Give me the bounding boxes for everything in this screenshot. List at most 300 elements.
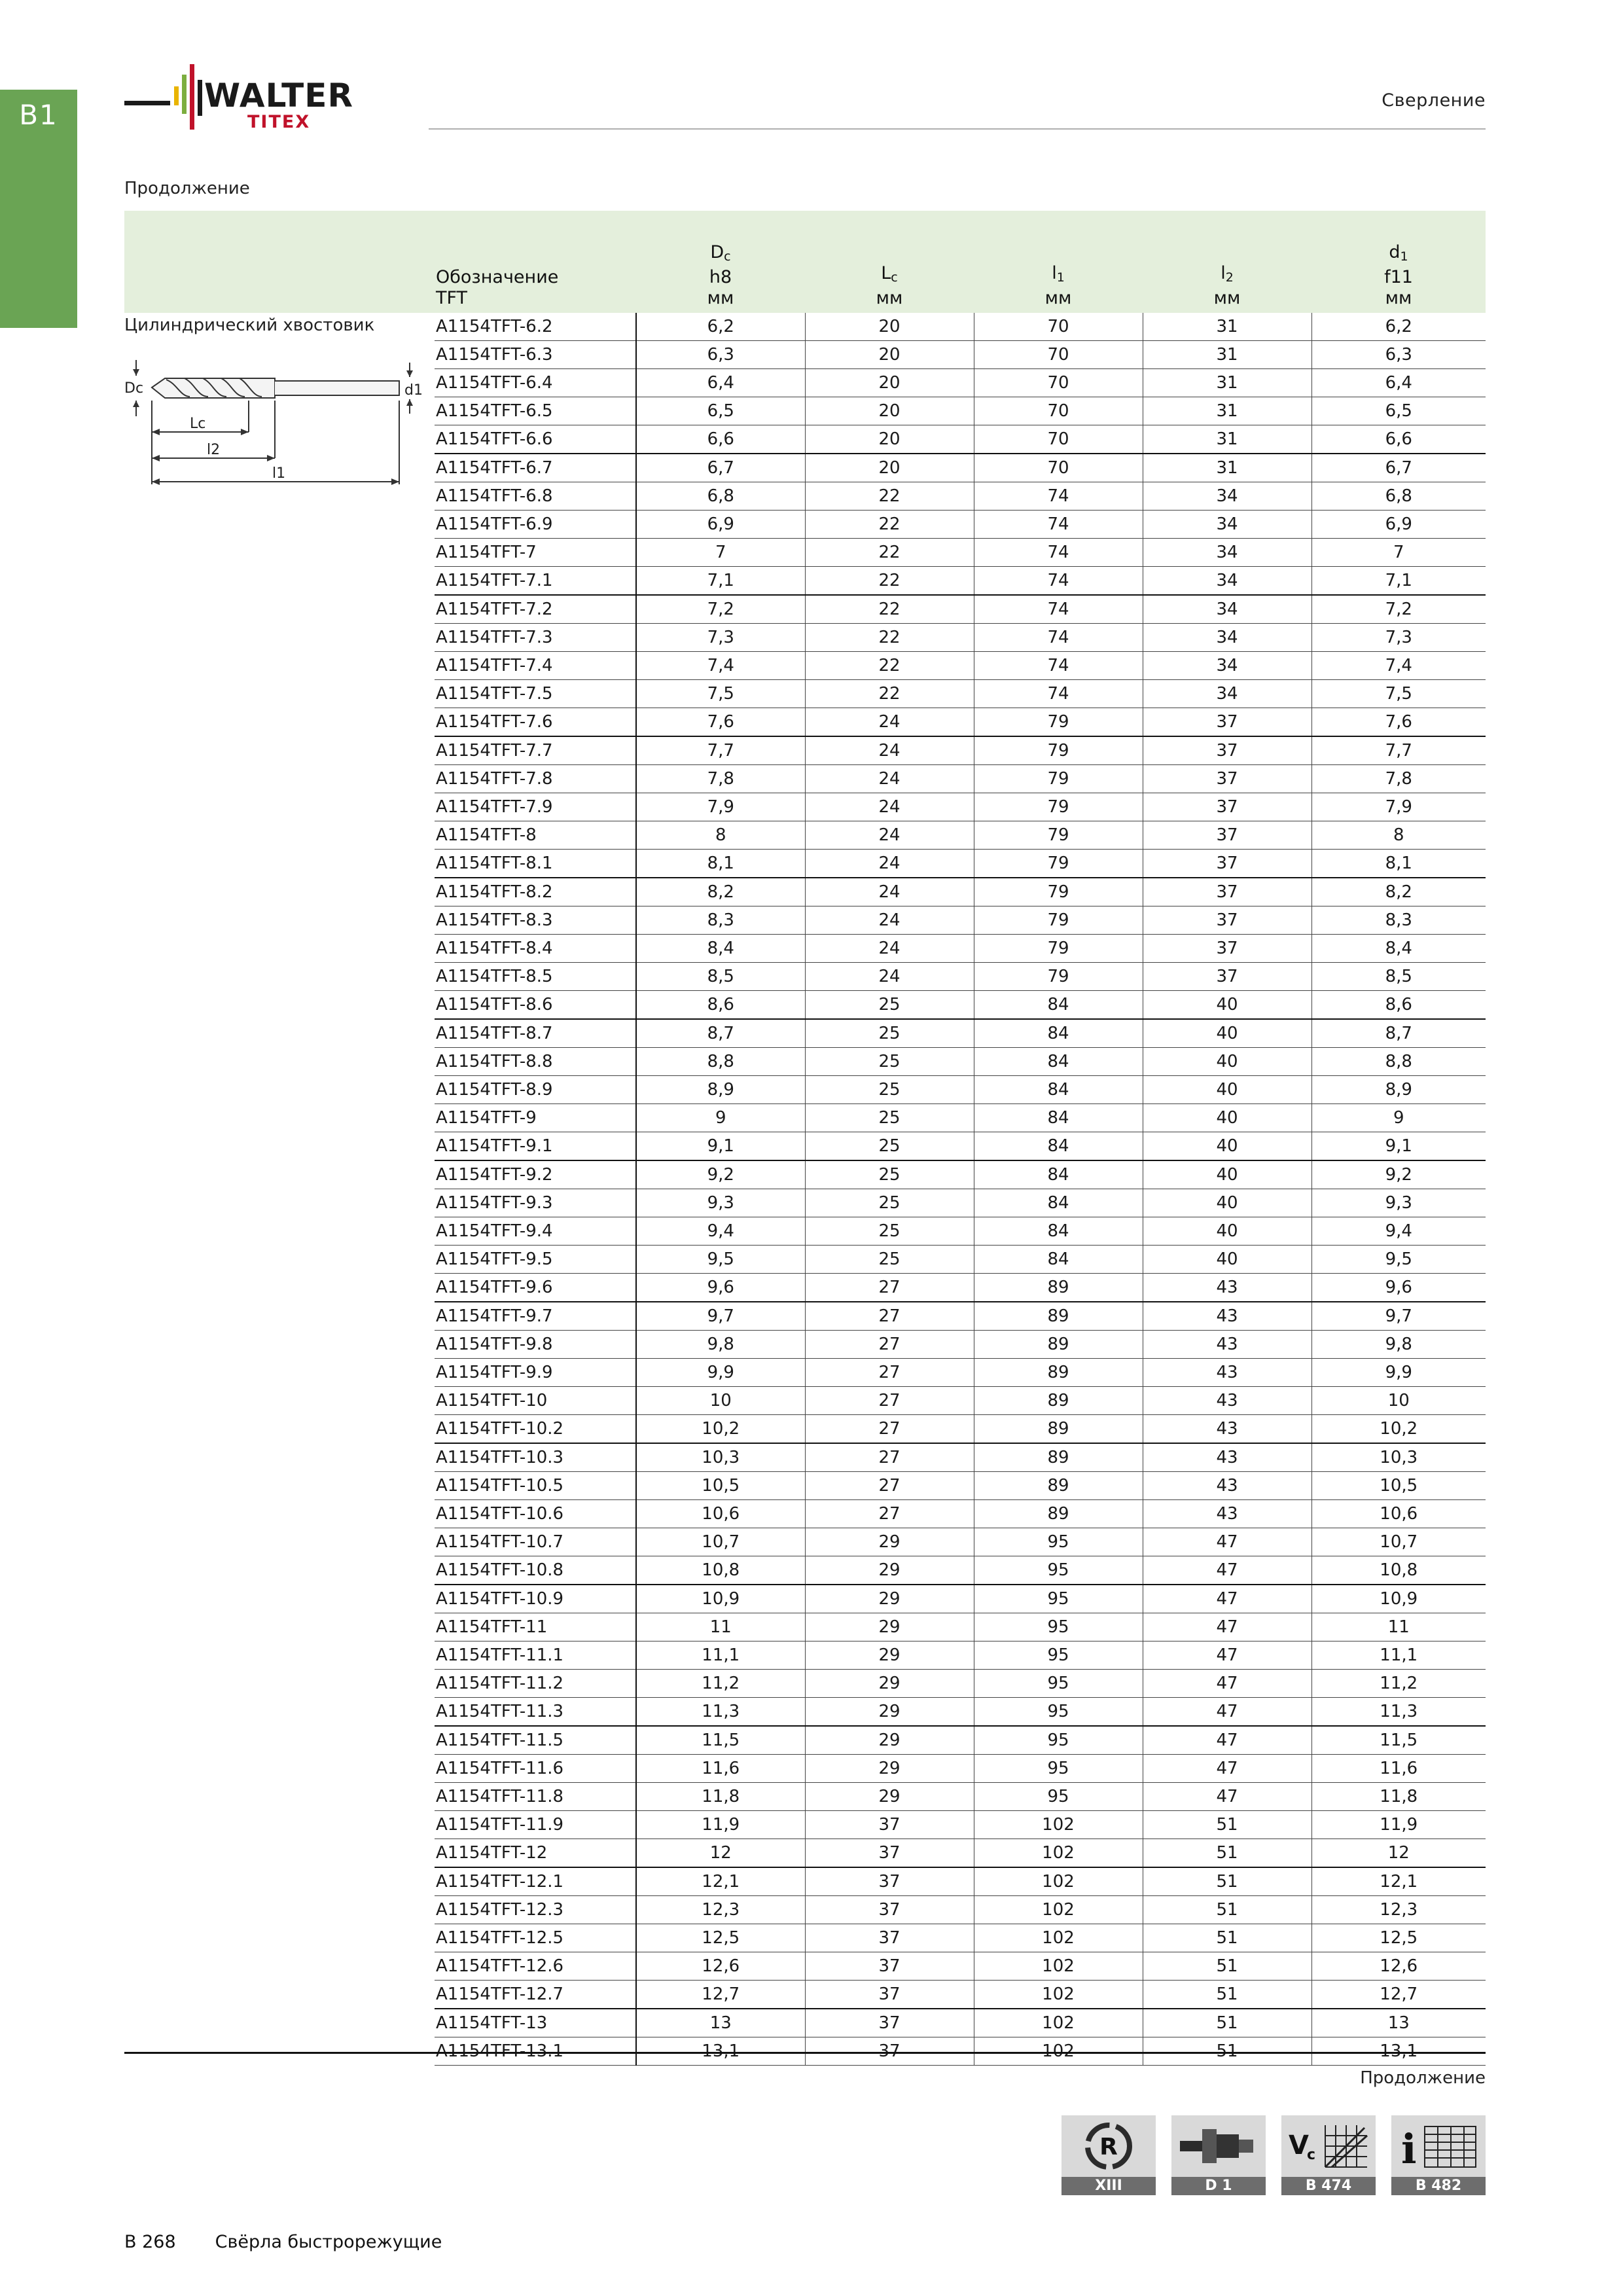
l2-cell: 51 bbox=[1143, 2009, 1311, 2037]
designation-cell: A1154TFT-7.8 bbox=[435, 765, 636, 793]
designation-cell: A1154TFT-8.6 bbox=[435, 991, 636, 1020]
dc-cell: 9,7 bbox=[636, 1302, 805, 1331]
d1-cell: 9,5 bbox=[1311, 1246, 1486, 1274]
lc-cell: 27 bbox=[805, 1387, 974, 1415]
lc-cell: 24 bbox=[805, 765, 974, 793]
table-bottom-rule bbox=[124, 2052, 1486, 2054]
l1-cell: 70 bbox=[974, 341, 1143, 369]
d1-cell: 13 bbox=[1311, 2009, 1486, 2037]
designation-cell: A1154TFT-9.1 bbox=[435, 1132, 636, 1161]
l2-cell: 37 bbox=[1143, 821, 1311, 850]
designation-cell: A1154TFT-7.1 bbox=[435, 567, 636, 596]
l2-cell: 37 bbox=[1143, 963, 1311, 991]
l1-cell: 95 bbox=[974, 1585, 1143, 1613]
lc-cell: 29 bbox=[805, 1556, 974, 1585]
dc-cell: 6,9 bbox=[636, 511, 805, 539]
designation-cell: A1154TFT-8.2 bbox=[435, 878, 636, 906]
dc-cell: 6,3 bbox=[636, 341, 805, 369]
l1-cell: 95 bbox=[974, 1670, 1143, 1698]
d1-cell: 9,1 bbox=[1311, 1132, 1486, 1161]
lc-cell: 20 bbox=[805, 454, 974, 482]
dc-cell: 11,5 bbox=[636, 1726, 805, 1755]
designation-cell: A1154TFT-6.9 bbox=[435, 511, 636, 539]
l2-cell: 37 bbox=[1143, 878, 1311, 906]
l2-cell: 37 bbox=[1143, 850, 1311, 878]
designation-cell: A1154TFT-11.8 bbox=[435, 1783, 636, 1811]
l1-cell: 84 bbox=[974, 1217, 1143, 1246]
designation-cell: A1154TFT-6.7 bbox=[435, 454, 636, 482]
l1-cell: 74 bbox=[974, 567, 1143, 596]
l2-cell: 47 bbox=[1143, 1698, 1311, 1727]
l2-cell: 40 bbox=[1143, 1076, 1311, 1104]
l1-cell: 74 bbox=[974, 624, 1143, 652]
shank-type-label: Цилиндрический хвостовик bbox=[124, 315, 375, 335]
cutting-data-reference[interactable]: V c B 474 bbox=[1281, 2115, 1376, 2195]
lc-cell: 37 bbox=[805, 1924, 974, 1952]
dc-cell: 12,7 bbox=[636, 1981, 805, 2009]
dc-cell: 11,3 bbox=[636, 1698, 805, 1727]
d1-cell: 10,8 bbox=[1311, 1556, 1486, 1585]
header-d1: $d_1$ f11 мм bbox=[1384, 242, 1413, 308]
l2-cell: 43 bbox=[1143, 1302, 1311, 1331]
l2-cell: 40 bbox=[1143, 1104, 1311, 1132]
dc-cell: 10,8 bbox=[636, 1556, 805, 1585]
regrind-icon bbox=[1079, 2118, 1138, 2174]
table-row bbox=[435, 1924, 1486, 1952]
l2-cell: 40 bbox=[1143, 1132, 1311, 1161]
lc-cell: 22 bbox=[805, 652, 974, 680]
lc-cell: 25 bbox=[805, 1246, 974, 1274]
footer-title: Свёрла быстрорежущие bbox=[215, 2232, 442, 2252]
section-tab-label: B1 bbox=[19, 99, 58, 131]
d1-cell: 7,3 bbox=[1311, 624, 1486, 652]
l1-cell: 95 bbox=[974, 1641, 1143, 1670]
designation-cell: A1154TFT-12.3 bbox=[435, 1896, 636, 1924]
table-row bbox=[435, 341, 1486, 369]
lc-cell: 25 bbox=[805, 1217, 974, 1246]
designation-cell: A1154TFT-12.6 bbox=[435, 1952, 636, 1981]
designation-cell: A1154TFT-10.8 bbox=[435, 1556, 636, 1585]
l2-cell: 40 bbox=[1143, 1160, 1311, 1189]
l2-cell: 43 bbox=[1143, 1359, 1311, 1387]
l1-cell: 89 bbox=[974, 1359, 1143, 1387]
lc-cell: 29 bbox=[805, 1528, 974, 1556]
lc-cell: 37 bbox=[805, 1952, 974, 1981]
d1-cell: 7,1 bbox=[1311, 567, 1486, 596]
table-row bbox=[435, 991, 1486, 1020]
l1-cell: 95 bbox=[974, 1755, 1143, 1783]
l1-cell: 79 bbox=[974, 906, 1143, 935]
lc-cell: 37 bbox=[805, 1896, 974, 1924]
dc-cell: 11,2 bbox=[636, 1670, 805, 1698]
d1-cell: 6,6 bbox=[1311, 425, 1486, 454]
designation-cell: A1154TFT-7.6 bbox=[435, 708, 636, 737]
table-row bbox=[435, 1019, 1486, 1048]
designation-cell: A1154TFT-7.5 bbox=[435, 680, 636, 708]
designation-cell: A1154TFT-7.4 bbox=[435, 652, 636, 680]
d1-cell: 9 bbox=[1311, 1104, 1486, 1132]
d1-cell: 11,3 bbox=[1311, 1698, 1486, 1727]
d1-cell: 9,8 bbox=[1311, 1331, 1486, 1359]
dc-cell: 6,8 bbox=[636, 482, 805, 511]
svg-text:i: i bbox=[1401, 2125, 1417, 2173]
l1-cell: 84 bbox=[974, 1048, 1143, 1076]
table-row bbox=[435, 765, 1486, 793]
svg-text:l2: l2 bbox=[207, 442, 221, 458]
d1-cell: 7,6 bbox=[1311, 708, 1486, 737]
d1-cell: 10,5 bbox=[1311, 1472, 1486, 1500]
svg-text:R: R bbox=[1099, 2134, 1118, 2161]
svg-text:Dc: Dc bbox=[124, 380, 144, 397]
designation-cell: A1154TFT-13 bbox=[435, 2009, 636, 2037]
designation-cell: A1154TFT-11.3 bbox=[435, 1698, 636, 1727]
lc-cell: 24 bbox=[805, 935, 974, 963]
dc-cell: 7,2 bbox=[636, 595, 805, 624]
lc-cell: 27 bbox=[805, 1500, 974, 1528]
dc-cell: 8,3 bbox=[636, 906, 805, 935]
l2-cell: 51 bbox=[1143, 1811, 1311, 1839]
l2-cell: 47 bbox=[1143, 1528, 1311, 1556]
lc-cell: 20 bbox=[805, 313, 974, 341]
l1-cell: 95 bbox=[974, 1726, 1143, 1755]
table-row bbox=[435, 425, 1486, 454]
table-row bbox=[435, 482, 1486, 511]
l2-cell: 43 bbox=[1143, 1415, 1311, 1444]
designation-cell: A1154TFT-12.1 bbox=[435, 1867, 636, 1896]
l1-cell: 95 bbox=[974, 1528, 1143, 1556]
l2-cell: 51 bbox=[1143, 1867, 1311, 1896]
table-row bbox=[435, 2009, 1486, 2037]
l2-cell: 31 bbox=[1143, 425, 1311, 454]
regrind-reference[interactable]: R XIII bbox=[1061, 2115, 1156, 2195]
dc-cell: 8,1 bbox=[636, 850, 805, 878]
designation-cell: A1154TFT-12.7 bbox=[435, 1981, 636, 2009]
designation-cell: A1154TFT-8 bbox=[435, 821, 636, 850]
l2-cell: 34 bbox=[1143, 595, 1311, 624]
designation-cell: A1154TFT-11.2 bbox=[435, 1670, 636, 1698]
table-row bbox=[435, 1755, 1486, 1783]
table-row bbox=[435, 1641, 1486, 1670]
l1-cell: 84 bbox=[974, 1132, 1143, 1161]
designation-cell: A1154TFT-9.7 bbox=[435, 1302, 636, 1331]
dc-cell: 7 bbox=[636, 539, 805, 567]
product-table bbox=[435, 313, 1486, 2066]
dc-cell: 6,5 bbox=[636, 397, 805, 425]
lc-cell: 37 bbox=[805, 1839, 974, 1868]
designation-cell: A1154TFT-9.6 bbox=[435, 1274, 636, 1302]
dc-cell: 7,7 bbox=[636, 736, 805, 765]
continued-label-top: Продолжение bbox=[124, 179, 250, 198]
l2-cell: 47 bbox=[1143, 1726, 1311, 1755]
table-row bbox=[435, 935, 1486, 963]
l2-cell: 47 bbox=[1143, 1641, 1311, 1670]
lc-cell: 29 bbox=[805, 1641, 974, 1670]
header-designation: Обозначение TFT bbox=[436, 267, 559, 308]
l2-cell: 34 bbox=[1143, 624, 1311, 652]
dc-cell: 11,1 bbox=[636, 1641, 805, 1670]
l2-cell: 51 bbox=[1143, 1952, 1311, 1981]
l1-cell: 70 bbox=[974, 425, 1143, 454]
d1-cell: 9,3 bbox=[1311, 1189, 1486, 1217]
l2-cell: 43 bbox=[1143, 1500, 1311, 1528]
l2-cell: 51 bbox=[1143, 1981, 1311, 2009]
l1-cell: 79 bbox=[974, 793, 1143, 821]
lc-cell: 25 bbox=[805, 1076, 974, 1104]
l1-cell: 74 bbox=[974, 539, 1143, 567]
designation-cell: A1154TFT-9.3 bbox=[435, 1189, 636, 1217]
designation-cell: A1154TFT-12 bbox=[435, 1839, 636, 1868]
table-row bbox=[435, 1698, 1486, 1727]
lc-cell: 25 bbox=[805, 1160, 974, 1189]
continued-label-bottom: Продолжение bbox=[1360, 2068, 1486, 2088]
l2-cell: 47 bbox=[1143, 1556, 1311, 1585]
l1-cell: 79 bbox=[974, 708, 1143, 737]
table-row bbox=[435, 1217, 1486, 1246]
table-row bbox=[435, 1302, 1486, 1331]
d1-cell: 6,5 bbox=[1311, 397, 1486, 425]
l1-cell: 84 bbox=[974, 991, 1143, 1020]
designation-cell: A1154TFT-8.5 bbox=[435, 963, 636, 991]
designation-cell: A1154TFT-7.3 bbox=[435, 624, 636, 652]
designation-cell: A1154TFT-6.3 bbox=[435, 341, 636, 369]
d1-cell: 8,6 bbox=[1311, 991, 1486, 1020]
lc-cell: 37 bbox=[805, 2037, 974, 2066]
lc-cell: 25 bbox=[805, 1189, 974, 1217]
dc-cell: 8,9 bbox=[636, 1076, 805, 1104]
l1-cell: 89 bbox=[974, 1415, 1143, 1444]
table-row bbox=[435, 1246, 1486, 1274]
d1-cell: 12,5 bbox=[1311, 1924, 1486, 1952]
d1-cell: 10,6 bbox=[1311, 1500, 1486, 1528]
d1-cell: 8 bbox=[1311, 821, 1486, 850]
l1-cell: 95 bbox=[974, 1613, 1143, 1641]
l2-cell: 47 bbox=[1143, 1755, 1311, 1783]
lc-cell: 20 bbox=[805, 397, 974, 425]
table-row bbox=[435, 1472, 1486, 1500]
lc-cell: 22 bbox=[805, 595, 974, 624]
d1-cell: 8,9 bbox=[1311, 1076, 1486, 1104]
designation-cell: A1154TFT-7.9 bbox=[435, 793, 636, 821]
lc-cell: 22 bbox=[805, 482, 974, 511]
d1-cell: 9,2 bbox=[1311, 1160, 1486, 1189]
designation-cell: A1154TFT-7.7 bbox=[435, 736, 636, 765]
table-row bbox=[435, 1415, 1486, 1444]
dc-cell: 10,3 bbox=[636, 1443, 805, 1472]
lc-cell: 24 bbox=[805, 821, 974, 850]
d1-cell: 9,7 bbox=[1311, 1302, 1486, 1331]
designation-cell: A1154TFT-13.1 bbox=[435, 2037, 636, 2066]
info-table-reference[interactable]: i B 482 bbox=[1391, 2115, 1486, 2195]
table-row bbox=[435, 1811, 1486, 1839]
l1-cell: 70 bbox=[974, 313, 1143, 341]
lc-cell: 20 bbox=[805, 341, 974, 369]
svg-text:l1: l1 bbox=[272, 465, 286, 482]
header-lc: $L_c$ мм bbox=[876, 263, 903, 308]
info-table-icon bbox=[1396, 2120, 1481, 2172]
d1-cell: 9,4 bbox=[1311, 1217, 1486, 1246]
table-row bbox=[435, 821, 1486, 850]
l1-cell: 79 bbox=[974, 963, 1143, 991]
d1-cell: 6,3 bbox=[1311, 341, 1486, 369]
dc-cell: 11,8 bbox=[636, 1783, 805, 1811]
designation-cell: A1154TFT-9.4 bbox=[435, 1217, 636, 1246]
table-row bbox=[435, 1726, 1486, 1755]
table-row bbox=[435, 1189, 1486, 1217]
designation-cell: A1154TFT-6.2 bbox=[435, 313, 636, 341]
dc-cell: 11 bbox=[636, 1613, 805, 1641]
table-row bbox=[435, 1981, 1486, 2009]
dc-cell: 10,9 bbox=[636, 1585, 805, 1613]
page-footer bbox=[124, 2232, 442, 2252]
l2-cell: 37 bbox=[1143, 708, 1311, 737]
l1-cell: 79 bbox=[974, 821, 1143, 850]
lc-cell: 29 bbox=[805, 1783, 974, 1811]
table-row bbox=[435, 1528, 1486, 1556]
table-row bbox=[435, 708, 1486, 737]
table-row bbox=[435, 793, 1486, 821]
l1-cell: 70 bbox=[974, 397, 1143, 425]
l1-cell: 84 bbox=[974, 1104, 1143, 1132]
l2-cell: 43 bbox=[1143, 1472, 1311, 1500]
designation-cell: A1154TFT-10.2 bbox=[435, 1415, 636, 1444]
designation-cell: A1154TFT-9.8 bbox=[435, 1331, 636, 1359]
table-row bbox=[435, 1104, 1486, 1132]
reference-icons bbox=[1061, 2115, 1486, 2195]
cutting-data-icon bbox=[1286, 2120, 1371, 2172]
l2-cell: 37 bbox=[1143, 935, 1311, 963]
designation-cell: A1154TFT-8.3 bbox=[435, 906, 636, 935]
d1-cell: 10,3 bbox=[1311, 1443, 1486, 1472]
dc-cell: 7,9 bbox=[636, 793, 805, 821]
d1-cell: 13,1 bbox=[1311, 2037, 1486, 2066]
l2-cell: 34 bbox=[1143, 539, 1311, 567]
lc-cell: 24 bbox=[805, 906, 974, 935]
dc-cell: 13,1 bbox=[636, 2037, 805, 2066]
l1-cell: 79 bbox=[974, 736, 1143, 765]
dc-cell: 10 bbox=[636, 1387, 805, 1415]
l2-cell: 47 bbox=[1143, 1783, 1311, 1811]
lc-cell: 24 bbox=[805, 708, 974, 737]
dc-cell: 8,7 bbox=[636, 1019, 805, 1048]
product-rows bbox=[435, 313, 1486, 2066]
designation-cell: A1154TFT-6.4 bbox=[435, 369, 636, 397]
l2-cell: 40 bbox=[1143, 991, 1311, 1020]
l1-cell: 79 bbox=[974, 935, 1143, 963]
dc-cell: 6,7 bbox=[636, 454, 805, 482]
dc-cell: 10,6 bbox=[636, 1500, 805, 1528]
lc-cell: 27 bbox=[805, 1415, 974, 1444]
d1-cell: 12,1 bbox=[1311, 1867, 1486, 1896]
lc-cell: 37 bbox=[805, 2009, 974, 2037]
l1-cell: 89 bbox=[974, 1302, 1143, 1331]
holder-reference[interactable]: D 1 bbox=[1171, 2115, 1266, 2195]
dc-cell: 9 bbox=[636, 1104, 805, 1132]
l1-cell: 102 bbox=[974, 1867, 1143, 1896]
l1-cell: 74 bbox=[974, 595, 1143, 624]
d1-cell: 7,9 bbox=[1311, 793, 1486, 821]
dc-cell: 6,4 bbox=[636, 369, 805, 397]
l1-cell: 84 bbox=[974, 1019, 1143, 1048]
lc-cell: 27 bbox=[805, 1331, 974, 1359]
l1-cell: 89 bbox=[974, 1500, 1143, 1528]
d1-cell: 10 bbox=[1311, 1387, 1486, 1415]
d1-cell: 11,8 bbox=[1311, 1783, 1486, 1811]
d1-cell: 8,5 bbox=[1311, 963, 1486, 991]
lc-cell: 29 bbox=[805, 1726, 974, 1755]
l1-cell: 102 bbox=[974, 2009, 1143, 2037]
svg-text:Lc: Lc bbox=[190, 416, 206, 432]
section-tab bbox=[0, 90, 77, 328]
d1-cell: 10,7 bbox=[1311, 1528, 1486, 1556]
table-row bbox=[435, 1076, 1486, 1104]
l1-cell: 84 bbox=[974, 1076, 1143, 1104]
l1-cell: 79 bbox=[974, 765, 1143, 793]
lc-cell: 22 bbox=[805, 680, 974, 708]
dc-cell: 7,3 bbox=[636, 624, 805, 652]
l2-cell: 51 bbox=[1143, 1896, 1311, 1924]
d1-cell: 12 bbox=[1311, 1839, 1486, 1868]
l2-cell: 34 bbox=[1143, 482, 1311, 511]
l1-cell: 84 bbox=[974, 1246, 1143, 1274]
l2-cell: 31 bbox=[1143, 397, 1311, 425]
l1-cell: 89 bbox=[974, 1472, 1143, 1500]
l1-cell: 89 bbox=[974, 1443, 1143, 1472]
lc-cell: 20 bbox=[805, 425, 974, 454]
dc-cell: 10,5 bbox=[636, 1472, 805, 1500]
l2-cell: 40 bbox=[1143, 1019, 1311, 1048]
lc-cell: 22 bbox=[805, 511, 974, 539]
dc-cell: 8 bbox=[636, 821, 805, 850]
svg-text:c: c bbox=[1307, 2147, 1316, 2163]
l1-cell: 70 bbox=[974, 369, 1143, 397]
l1-cell: 84 bbox=[974, 1189, 1143, 1217]
table-row bbox=[435, 624, 1486, 652]
table-row bbox=[435, 454, 1486, 482]
dc-cell: 7,5 bbox=[636, 680, 805, 708]
table-row bbox=[435, 1359, 1486, 1387]
designation-cell: A1154TFT-12.5 bbox=[435, 1924, 636, 1952]
table-row bbox=[435, 1048, 1486, 1076]
table-row bbox=[435, 1387, 1486, 1415]
dc-cell: 7,6 bbox=[636, 708, 805, 737]
d1-cell: 7 bbox=[1311, 539, 1486, 567]
designation-cell: A1154TFT-7 bbox=[435, 539, 636, 567]
table-row bbox=[435, 1274, 1486, 1302]
designation-cell: A1154TFT-6.6 bbox=[435, 425, 636, 454]
designation-cell: A1154TFT-10.7 bbox=[435, 1528, 636, 1556]
d1-cell: 8,3 bbox=[1311, 906, 1486, 935]
lc-cell: 24 bbox=[805, 963, 974, 991]
dc-cell: 12,6 bbox=[636, 1952, 805, 1981]
lc-cell: 37 bbox=[805, 1867, 974, 1896]
l2-cell: 34 bbox=[1143, 652, 1311, 680]
drill-dimension-drawing bbox=[124, 353, 423, 484]
l2-cell: 37 bbox=[1143, 765, 1311, 793]
d1-cell: 9,6 bbox=[1311, 1274, 1486, 1302]
table-row bbox=[435, 1670, 1486, 1698]
designation-cell: A1154TFT-11 bbox=[435, 1613, 636, 1641]
dc-cell: 8,4 bbox=[636, 935, 805, 963]
l1-cell: 102 bbox=[974, 1952, 1143, 1981]
designation-cell: A1154TFT-9.5 bbox=[435, 1246, 636, 1274]
table-row bbox=[435, 1952, 1486, 1981]
d1-cell: 8,7 bbox=[1311, 1019, 1486, 1048]
table-row bbox=[435, 1443, 1486, 1472]
table-row bbox=[435, 397, 1486, 425]
d1-cell: 12,7 bbox=[1311, 1981, 1486, 2009]
l2-cell: 40 bbox=[1143, 1189, 1311, 1217]
l2-cell: 31 bbox=[1143, 313, 1311, 341]
